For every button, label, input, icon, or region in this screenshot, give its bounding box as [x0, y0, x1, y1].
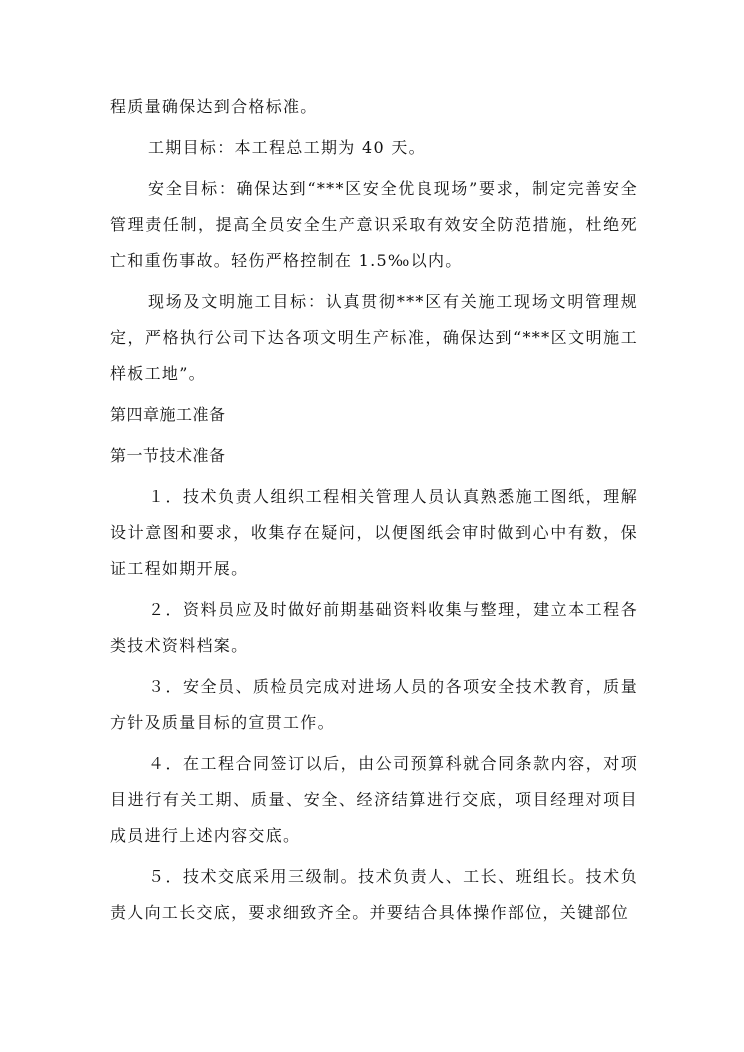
paragraph-item-2: ２．资料员应及时做好前期基础资料收集与整理，建立本工程各类技术资料档案。	[110, 600, 638, 655]
paragraph-quality-standard: 程质量确保达到合格标准。	[110, 97, 318, 116]
paragraph-item-1: １．技术负责人组织工程相关管理人员认真熟悉施工图纸，理解设计意图和要求，收集存在疑问，以便图纸会审时做到心中有数，保证工程如期开展。	[110, 487, 638, 578]
paragraph-civilized-construction-goal: 现场及文明施工目标：认真贯彻***区有关施工现场文明管理规定，严格执行公司下达各项文明生产标准，确保达到“***区文明施工样板工地”。	[110, 292, 638, 383]
paragraph-item-3: ３．安全员、质检员完成对进场人员的各项安全技术教育，质量方针及质量目标的宣贯工作。	[110, 677, 638, 732]
paragraph-item-4: ４．在工程合同签订以后，由公司预算科就合同条款内容，对项目进行有关工期、质量、安全、经济结算进行交底，项目经理对项目成员进行上述内容交底。	[110, 754, 638, 845]
paragraph-safety-goal: 安全目标：确保达到“***区安全优良现场”要求，制定完善安全管理责任制，提高全员安全生产意识采取有效安全防范措施，杜绝死亡和重伤事故。轻伤严格控制在 1.5‰以内。	[110, 179, 638, 270]
document-body	[110, 89, 638, 931]
section-heading: 第一节技术准备	[110, 446, 226, 465]
paragraph-item-5: ５．技术交底采用三级制。技术负责人、工长、班组长。技术负责人向工长交底，要求细致齐全。并要结合具体操作部位，关键部位	[110, 867, 638, 922]
chapter-heading: 第四章施工准备	[110, 405, 226, 424]
paragraph-schedule-goal: 工期目标：本工程总工期为 40 天。	[148, 138, 426, 157]
